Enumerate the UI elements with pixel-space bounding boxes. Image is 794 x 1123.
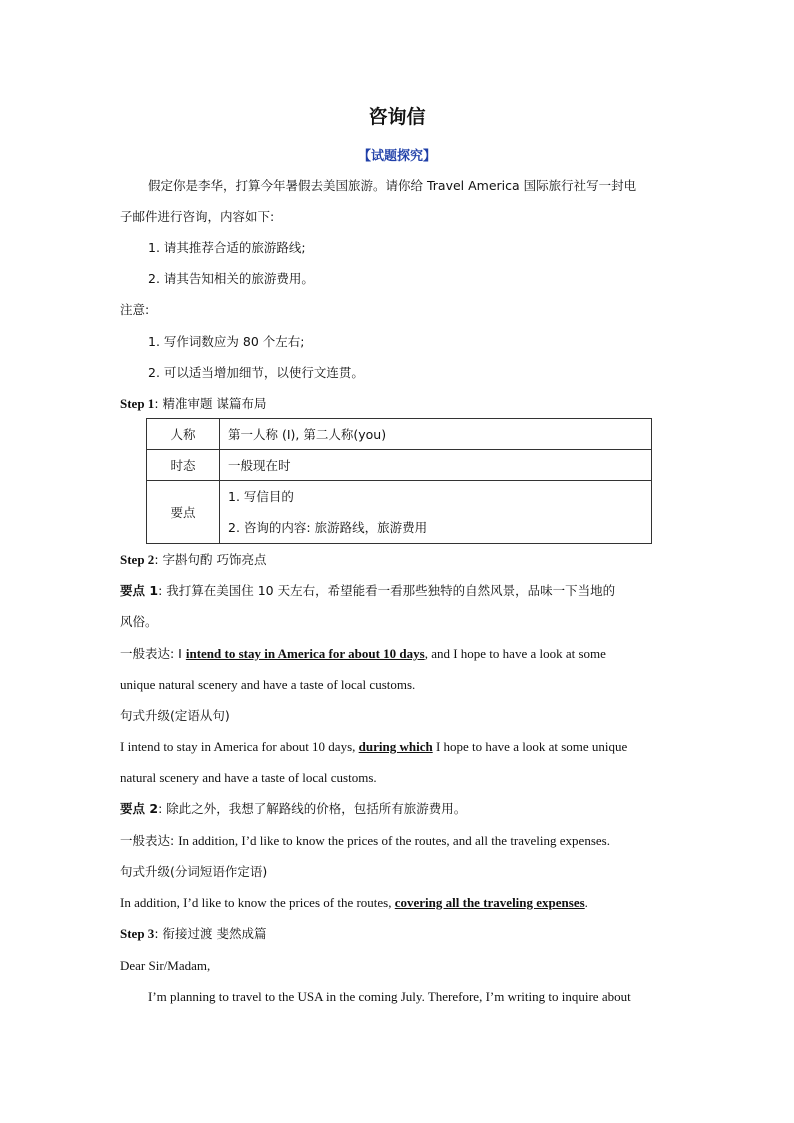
table-row	[147, 481, 652, 544]
step2-heading	[120, 551, 676, 569]
table-value-points	[220, 481, 652, 544]
letter-body-line-1: I’m planning to travel to the USA in the coming July. Therefore, I’m writing to inquire about	[148, 989, 631, 1004]
upgrade1-rest: I hope to have a look at some unique	[432, 739, 628, 754]
ordinary1-label: 一般表达: I	[120, 646, 186, 661]
ordinary1-line-2: unique natural scenery and have a taste of local customs.	[120, 677, 416, 692]
point1-text: : 我打算在美国住 10 天左右，希望能看一看那些独特的自然风景，品味一下当地的	[158, 583, 616, 598]
upgrade1-label: 句式升级(定语从句)	[120, 708, 230, 723]
table-row	[147, 450, 652, 481]
upgrade1-pre: I intend to stay in America for about 10 days,	[120, 739, 359, 754]
prompt-paragraph-line-2: 子邮件进行咨询，内容如下:	[120, 209, 275, 224]
step3-label: Step 3	[120, 926, 155, 941]
ordinary2-text: In addition, I’d like to know the prices of the routes, and all the traveling expenses.	[178, 833, 610, 848]
prompt-item-2: 2. 请其告知相关的旅游费用。	[148, 271, 314, 286]
prompt-paragraph-line-1: 假定你是李华，打算今年暑假去美国旅游。请你给 Travel America 国际旅行社写一封电	[148, 178, 637, 193]
note-item-2: 2. 可以适当增加细节，以使行文连贯。	[148, 365, 364, 380]
table-row	[147, 419, 652, 450]
ordinary1-line-1	[120, 645, 676, 663]
ordinary1-rest: , and I hope to have a look at some	[424, 646, 606, 661]
step1-text: : 精准审题 谋篇布局	[154, 396, 267, 411]
table-point-2: 2. 咨询的内容: 旅游路线，旅游费用	[228, 520, 428, 535]
table-point-1: 1. 写信目的	[228, 489, 294, 504]
analysis-table	[146, 418, 652, 544]
upgrade1-line-2: natural scenery and have a taste of local customs.	[120, 770, 377, 785]
point2-label: 要点 2	[120, 801, 159, 816]
point2-line	[120, 800, 676, 818]
table-value-person: 第一人称 (I), 第二人称(you)	[220, 419, 652, 450]
step3-heading	[120, 925, 676, 943]
point2-text: : 除此之外，我想了解路线的价格，包括所有旅游费用。	[158, 801, 467, 816]
table-key-person: 人称	[147, 419, 220, 450]
step1-label: Step 1	[120, 396, 155, 411]
upgrade2-line	[120, 894, 676, 912]
ordinary2-label: 一般表达:	[120, 833, 179, 848]
page-title: 咨询信	[368, 106, 426, 128]
step3-text: : 衔接过渡 斐然成篇	[154, 926, 267, 941]
table-value-tense: 一般现在时	[220, 450, 652, 481]
prompt-item-1: 1. 请其推荐合适的旅游路线;	[148, 240, 306, 255]
letter-salutation: Dear Sir/Madam,	[120, 958, 211, 973]
note-label: 注意:	[120, 302, 150, 317]
table-key-tense: 时态	[147, 450, 220, 481]
step2-text: : 字斟句酌 巧饰亮点	[154, 552, 267, 567]
point1-line-1	[120, 582, 676, 600]
upgrade2-label: 句式升级(分词短语作定语)	[120, 864, 268, 879]
upgrade1-line-1	[120, 738, 676, 756]
point1-line-2: 风俗。	[120, 614, 158, 629]
upgrade2-pre: In addition, I’d like to know the prices of the routes,	[120, 895, 395, 910]
section-subtitle: 【试题探究】	[357, 149, 436, 164]
step2-label: Step 2	[120, 552, 155, 567]
point1-label: 要点 1	[120, 583, 159, 598]
note-item-1: 1. 写作词数应为 80 个左右;	[148, 334, 305, 349]
table-key-points: 要点	[147, 481, 220, 544]
upgrade2-highlight: covering all the traveling expenses	[394, 895, 585, 910]
upgrade2-post: .	[584, 895, 588, 910]
ordinary2-line	[120, 832, 676, 850]
ordinary1-highlight: intend to stay in America for about 10 days	[185, 646, 425, 661]
step1-heading	[120, 395, 676, 413]
upgrade1-highlight: during which	[358, 739, 433, 754]
